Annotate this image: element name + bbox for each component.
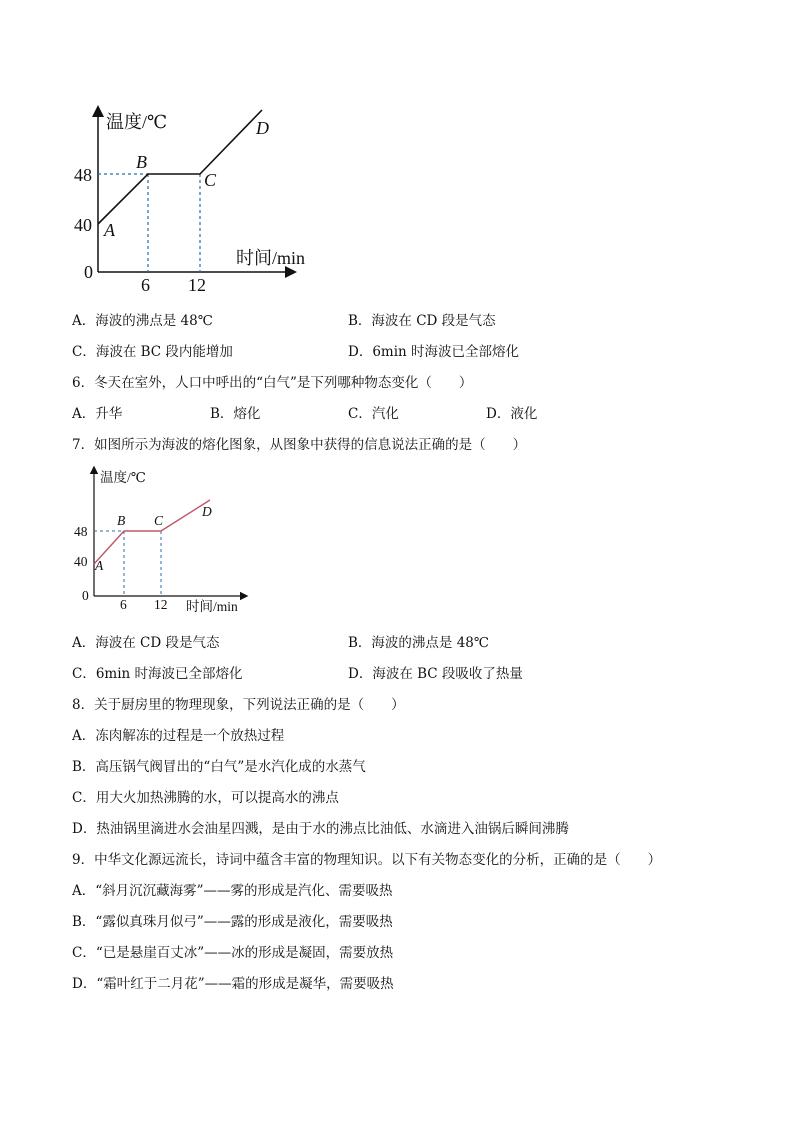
q7-option-c: C．6min 时海波已全部熔化: [72, 666, 243, 682]
point-label-c: C: [204, 170, 217, 190]
q6-option-d: D．液化: [486, 406, 538, 422]
q5-option-d: D．6min 时海波已全部熔化: [348, 344, 520, 360]
q7-option-d: D．海波在 BC 段吸收了热量: [348, 666, 523, 682]
chart-2: [70, 460, 260, 620]
x-tick-6: 6: [120, 597, 127, 612]
q9-option-a: A．“斜月沉沉藏海雾”——雾的形成是汽化、需要吸热: [72, 883, 393, 899]
q5-option-b: B．海波在 CD 段是气态: [348, 313, 496, 329]
q9-option-c: C．“已是悬崖百丈冰”——冰的形成是凝固，需要放热: [72, 945, 394, 961]
origin-label: 0: [82, 588, 89, 603]
q8-option-b: B．高压锅气阀冒出的“白气”是水汽化成的水蒸气: [72, 759, 366, 775]
y-axis-label: 温度/℃: [100, 470, 146, 485]
point-label-c: C: [154, 513, 164, 528]
y-tick-48: 48: [74, 165, 92, 185]
point-label-d: D: [202, 504, 212, 519]
point-label-a: A: [104, 220, 115, 240]
q6-stem: 6．冬天在室外，人口中呼出的“白气”是下列哪种物态变化（ ）: [72, 375, 473, 391]
q8-option-d: D．热油锅里滴进水会油星四溅，是由于水的沸点比油低、水滴进入油锅后瞬间沸腾: [72, 821, 569, 837]
x-tick-12: 12: [188, 275, 206, 295]
q7-option-b: B．海波的沸点是 48℃: [348, 635, 489, 651]
y-axis-label: 温度/℃: [106, 112, 168, 132]
y-tick-40: 40: [74, 554, 88, 569]
q8-option-c: C．用大火加热沸腾的水，可以提高水的沸点: [72, 790, 339, 806]
point-label-b: B: [117, 513, 126, 528]
x-axis-label: 时间/min: [236, 248, 306, 268]
q6-option-a: A．升华: [72, 406, 123, 422]
q5-option-a: A．海波的沸点是 48℃: [72, 313, 213, 329]
origin-label: 0: [84, 262, 93, 282]
q8-stem: 8．关于厨房里的物理现象，下列说法正确的是（ ）: [72, 697, 405, 713]
y-tick-40: 40: [74, 215, 92, 235]
q8-option-a: A．冻肉解冻的过程是一个放热过程: [72, 728, 285, 744]
q9-option-d: D．“霜叶红于二月花”——霜的形成是凝华，需要吸热: [72, 976, 394, 992]
point-label-d: D: [256, 118, 269, 138]
point-label-a: A: [95, 558, 104, 573]
chart-1: [60, 100, 330, 300]
q9-option-b: B．“露似真珠月似弓”——露的形成是液化，需要吸热: [72, 914, 393, 930]
q5-option-c: C．海波在 BC 段内能增加: [72, 344, 233, 360]
x-tick-6: 6: [141, 275, 150, 295]
y-tick-48: 48: [74, 524, 88, 539]
temperature-curve: [94, 500, 210, 564]
q6-option-b: B．熔化: [210, 406, 261, 422]
x-tick-12: 12: [154, 597, 168, 612]
q7-stem: 7．如图所示为海波的熔化图象，从图象中获得的信息说法正确的是（ ）: [72, 437, 527, 453]
q7-option-a: A．海波在 CD 段是气态: [72, 635, 220, 651]
point-label-b: B: [136, 152, 147, 172]
x-axis-label: 时间/min: [186, 599, 238, 614]
q9-stem: 9．中华文化源远流长，诗词中蕴含丰富的物理知识。以下有关物态变化的分析，正确的是（ ）: [72, 852, 662, 868]
q6-option-c: C．汽化: [348, 406, 399, 422]
